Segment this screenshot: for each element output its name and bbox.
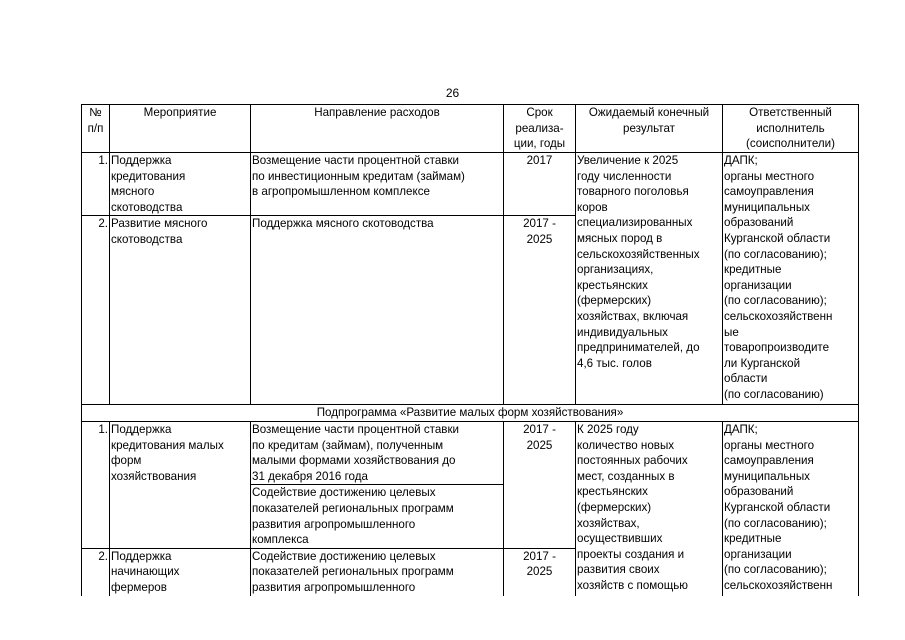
header-direction: Направление расходов (251, 105, 504, 153)
row-activity: Поддержка начинающих фермеров (110, 548, 251, 595)
header-executor: Ответственный исполнитель (соисполнители) (723, 105, 859, 153)
table-header-row (82, 105, 859, 153)
subprogram-row (82, 405, 859, 422)
header-term: Срок реализа- ции, годы (504, 105, 576, 153)
row-term: 2017 - 2025 (504, 216, 576, 405)
row-term: 2017 - 2025 (504, 421, 576, 548)
table-row (82, 421, 859, 484)
row-num: 1. (82, 153, 110, 216)
row-term: 2017 (504, 153, 576, 216)
row-activity: Поддержка кредитования мясного скотоводства (110, 153, 251, 216)
row-executor: ДАПК; органы местного самоуправления муниципальных образований Курганской области (по согласованию); кредитные организации (по согласованию); сельскохозяйственн ые товаропроизводите ли Курганской области (по согласованию) (723, 153, 859, 405)
row-executor: ДАПК; органы местного самоуправления муниципальных образований Курганской области (по согласованию); кредитные организации (по согласованию); сельскохозяйственн (723, 421, 859, 595)
row-direction: Поддержка мясного скотоводства (251, 216, 504, 405)
row-num: 2. (82, 548, 110, 595)
row-result: К 2025 году количество новых постоянных рабочих мест, созданных в крестьянских (фермерских) хозяйствах, осуществивших проекты создания и развития своих хозяйств с помощью (576, 421, 723, 595)
row-direction: Возмещение части процентной ставки по кредитам (займам), полученным малыми формами хозяйствования до 31 декабря 2016 года (251, 421, 504, 484)
page-number: 26 (445, 86, 460, 100)
header-activity: Мероприятие (110, 105, 251, 153)
table-row (82, 153, 859, 216)
row-direction: Содействие достижению целевых показателей региональных программ развития агропромышленного (251, 548, 504, 595)
row-direction: Содействие достижению целевых показателей региональных программ развития агропромышленного комплекса (251, 485, 504, 548)
row-activity: Развитие мясного скотоводства (110, 216, 251, 405)
row-num: 2. (82, 216, 110, 405)
row-result: Увеличение к 2025 году численности товарного поголовья коров специализированных мясных пород в сельскохозяйственных организациях, крестьянских (фермерских) хозяйствах, включая индивидуальных предпринимателей, до 4,6 тыс. голов (576, 153, 723, 405)
header-result: Ожидаемый конечный результат (576, 105, 723, 153)
measures-table (81, 104, 859, 596)
row-direction: Возмещение части процентной ставки по инвестиционным кредитам (займам) в агропромышленном комплексе (251, 153, 504, 216)
row-num: 1. (82, 421, 110, 548)
header-num: № п/п (82, 105, 110, 153)
row-term: 2017 - 2025 (504, 548, 576, 595)
row-activity: Поддержка кредитования малых форм хозяйствования (110, 421, 251, 548)
subprogram-title: Подпрограмма «Развитие малых форм хозяйствования» (82, 405, 859, 422)
